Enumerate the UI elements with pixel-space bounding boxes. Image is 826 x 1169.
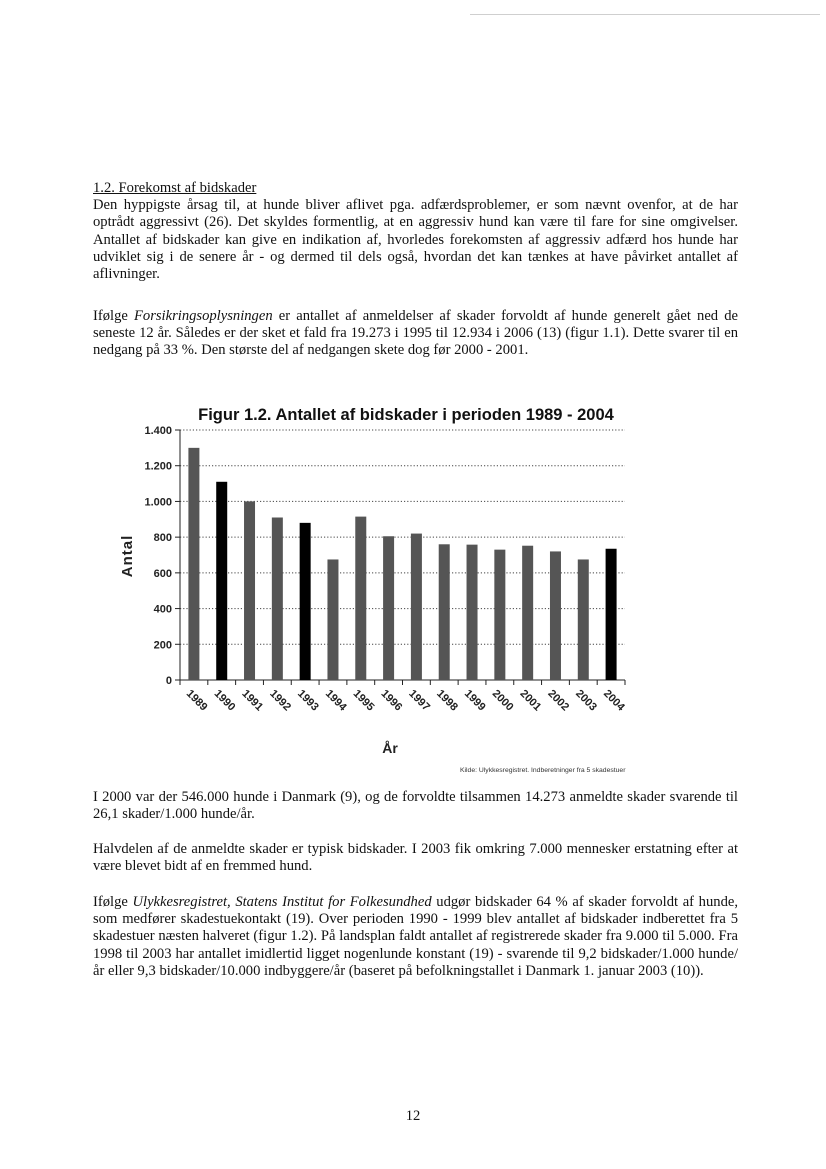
- bar-2000: [494, 550, 505, 680]
- x-tick-label: 2002: [545, 687, 572, 714]
- bar-1992: [272, 518, 283, 681]
- x-tick-label: 1998: [434, 687, 460, 714]
- paragraph-1: Den hyppigste årsag til, at hunde bliver aflivet pga. adfærdsproblemer, er som nævnt ovenfor, at de har optrådt aggressivt (26). Det skyldes formentlig, at en aggressiv hund kan være til fare for sine omgivelser. Antallet af bidskader kan give en indikation af, hvorledes forekomsten af aggressiv adfærd hos hunde har udviklet sig i de senere år - og dermed til dels også, hvordan det kan tænkes at have påvirket antallet af aflivninger.: [93, 197, 738, 283]
- bar-1993: [300, 523, 311, 680]
- bar-1995: [355, 517, 366, 680]
- x-tick-label: 1997: [406, 687, 433, 714]
- section-heading: 1.2. Forekomst af bidskader: [93, 180, 257, 196]
- bar-1997: [411, 534, 422, 680]
- y-tick-label: 1.000: [144, 496, 172, 509]
- bar-1996: [383, 536, 394, 680]
- source-forsikringsoplysningen: Forsikringsoplysningen: [133, 308, 273, 324]
- x-tick-label: 2001: [517, 687, 544, 714]
- y-tick-label: 800: [153, 532, 172, 545]
- y-tick-label: 0: [165, 675, 172, 687]
- x-tick-label: 2003: [573, 687, 599, 714]
- x-tick-label: 1996: [378, 687, 405, 714]
- scan-top-line: [470, 14, 820, 15]
- chart-title: Figur 1.2. Antallet af bidskader i perioden 1989 - 2004: [198, 406, 614, 424]
- y-tick-label: 200: [153, 639, 172, 652]
- section-1-2: [93, 180, 738, 283]
- paragraph-2: Ifølge Forsikringsoplysningen er antallet af anmeldelser af skader forvoldt af hunde generelt gået ned de seneste 12 år. Således er der sket et fald fra 19.273 i 1995 til 12.934 i 2006 (13) (figur 1.1). Dette svarer til en nedgang på 33 %. Den største del af nedgangen skete dog før 2000 - 2001.: [93, 308, 738, 359]
- x-tick-label: 1989: [183, 687, 210, 714]
- bar-1998: [439, 544, 450, 680]
- paragraph-5: Ifølge Ulykkesregistret, Statens Institut for Folkesundhed udgør bidskader 64 % af skader forvoldt af hunde, som medfører skadestuekontakt (19). Over perioden 1990 - 1999 blev antallet af bidskader indberettet fra 5 skadestuer næsten halveret (figur 1.2). På landsplan faldt antallet af registrerede skader fra 9.000 til 5.000. Fra 1998 til 2003 har antallet imidlertid ligget nogenlunde konstant (19) - svarende til 9,2 bidskader/1.000 hunde/år eller 9,3 bidskader/10.000 indbyggere/år (baseret på befolkningstallet i Danmark 1. januar 2003 (10)).: [93, 894, 738, 979]
- y-tick-label: 1.400: [144, 425, 172, 437]
- y-axis-label: Antal: [119, 534, 136, 578]
- source-ulykkesregistret: Ulykkesregistret, Statens Institut for Folkesundhed: [132, 894, 432, 910]
- bar-2001: [522, 546, 533, 680]
- bar-1990: [216, 482, 227, 680]
- x-tick-label: 1992: [267, 687, 294, 714]
- y-tick-label: 600: [153, 567, 172, 580]
- x-axis-label: År: [382, 740, 398, 756]
- y-tick-label: 1.200: [144, 460, 172, 473]
- bar-1999: [467, 545, 478, 680]
- x-tick-label: 2000: [489, 687, 516, 714]
- paragraph-4: Halvdelen af de anmeldte skader er typisk bidskader. I 2003 fik omkring 7.000 mennesker erstatning efter at være blevet bidt af en fremmed hund.: [93, 841, 738, 875]
- x-tick-label: 1993: [295, 687, 321, 714]
- paragraph-3: I 2000 var der 546.000 hunde i Danmark (9), og de forvoldte tilsammen 14.273 anmeldte skader svarende til 26,1 skader/1.000 hunde/år.: [93, 789, 738, 823]
- page-number: 12: [405, 1108, 421, 1124]
- bar-1991: [244, 501, 255, 680]
- x-tick-label: 1995: [350, 687, 377, 714]
- x-tick-label: 1999: [461, 687, 488, 714]
- y-tick-label: 400: [153, 603, 172, 616]
- bar-2002: [550, 551, 561, 680]
- x-tick-label: 1990: [211, 687, 238, 714]
- bar-1989: [188, 448, 199, 680]
- bar-1994: [327, 559, 338, 680]
- bar-2003: [578, 559, 589, 680]
- x-tick-label: 2004: [600, 687, 627, 714]
- x-tick-label: 1991: [239, 687, 266, 714]
- chart-source-note: Kilde: Ulykkesregistret. Indberetninger fra 5 skadestuer: [460, 767, 626, 774]
- bar-2004: [606, 549, 617, 680]
- figure-1-2-bar-chart: [100, 396, 740, 776]
- x-tick-label: 1994: [322, 687, 349, 714]
